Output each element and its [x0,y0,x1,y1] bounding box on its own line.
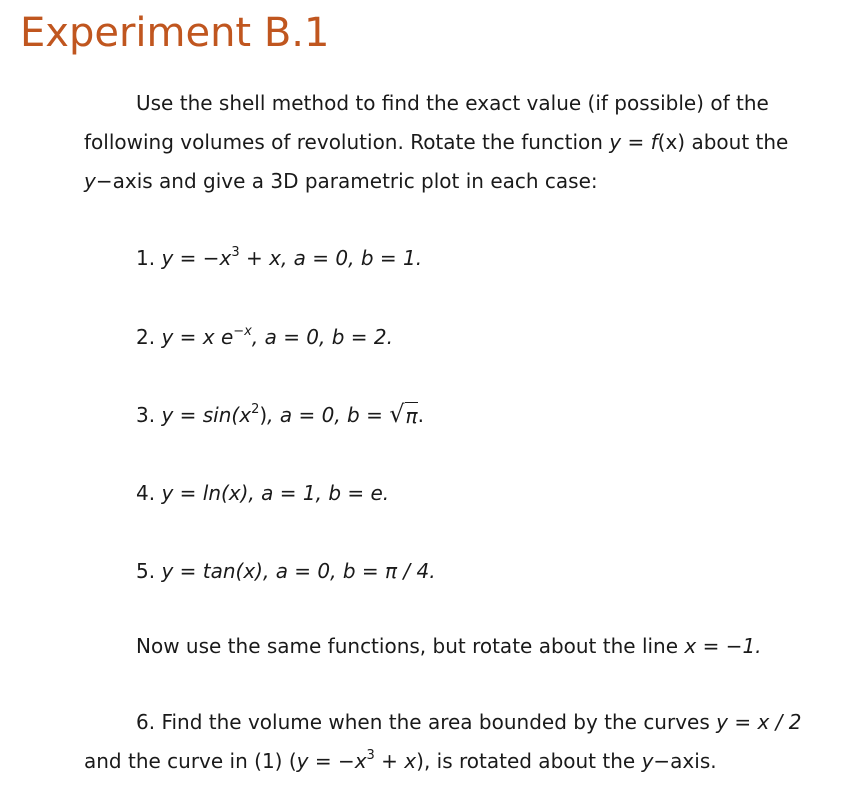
exercise-item-5 [136,556,436,586]
item-6-exponent: 3 [366,748,375,763]
exercise-item-2 [136,322,393,352]
item-3-bounds: , a = 0, b = [267,403,390,427]
item-3-function-a: y = sin(x [161,403,252,427]
item-2-exponent: −x [233,324,252,339]
item-6-math-2: y = −x [296,749,367,773]
item-6-text-b: and the curve in (1) ( [84,749,297,773]
item-1-number: 1. [136,246,156,270]
item-1-function-rest: + x [239,246,281,270]
item-6-math-3: + x [374,749,417,773]
item-3-sqrt-arg: π [405,404,418,428]
rotate-line-math: x = −1. [684,634,762,658]
intro-math-f: f [650,130,658,154]
intro-text-1: Use the shell method to find the exact value (if possible) of the following volumes of revolution. Rotate the function [84,91,769,154]
item-4-function: y = ln(x), a = 1, b = e. [161,481,390,505]
item-6-text-a: 6. Find the volume when the area bounded by the curves [136,710,717,734]
item-6-text-d: −axis. [653,749,717,773]
sqrt-symbol: √ π [389,400,418,428]
rotate-about-line-text [136,631,762,661]
item-3-function-b: ) [259,403,268,427]
item-1-exponent: 3 [231,245,240,260]
exercise-item-3 [136,400,424,430]
item-2-bounds: , a = 0, b = 2. [251,325,393,349]
item-4-number: 4. [136,481,156,505]
intro-math-yaxis: y [84,169,96,193]
item-2-function: y = x e [161,325,234,349]
item-6-text-c: ), is rotated about the [416,749,642,773]
item-1-bounds: , a = 0, b = 1. [280,246,423,270]
item-2-number: 2. [136,325,156,349]
item-3-exponent: 2 [251,402,260,417]
exercise-item-4 [136,478,389,508]
exercise-item-1 [136,243,422,273]
item-5-number: 5. [136,559,156,583]
item-5-function: y = tan(x), a = 0, b = π / 4. [161,559,436,583]
item-6-math-4: y [641,749,654,773]
intro-math-y: y [609,130,622,154]
item-3-end: . [417,403,424,427]
exercise-item-6 [84,703,824,781]
intro-paragraph [84,84,824,201]
rotate-line-text: Now use the same functions, but rotate about the line [136,634,685,658]
intro-text-3: −axis and give a 3D parametric plot in each case: [95,169,598,193]
item-6-math-1: y = x / 2 [716,710,802,734]
item-1-function: y = −x [161,246,232,270]
intro-math-fx: (x) [657,130,686,154]
page-title: Experiment B.1 [20,10,330,56]
item-3-number: 3. [136,403,156,427]
intro-text-2: about the [685,130,789,154]
intro-math-eq: = [621,130,651,154]
